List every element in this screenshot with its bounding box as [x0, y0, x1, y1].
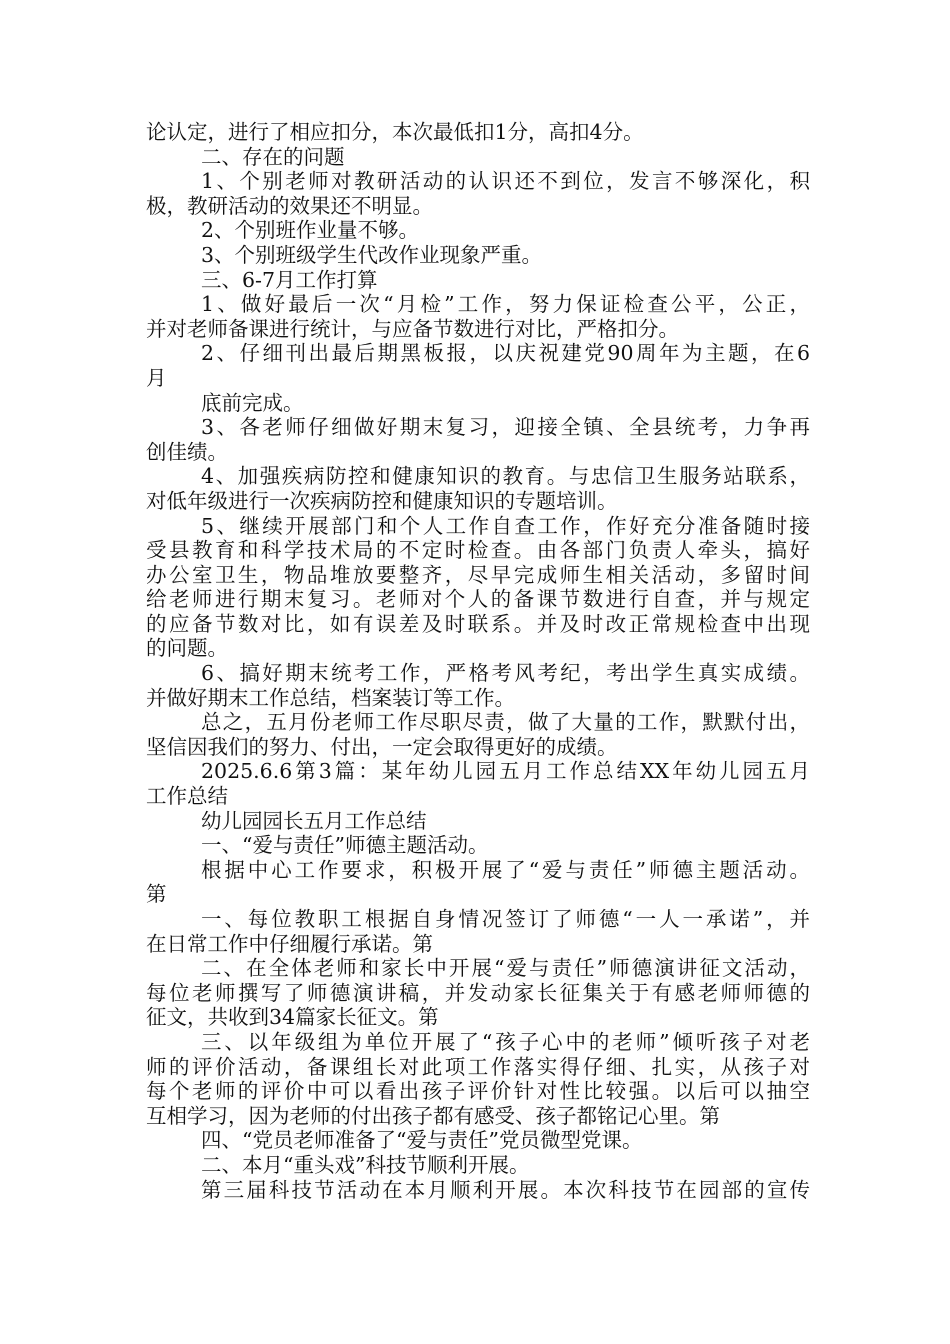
text-line: 每个老师的评价中可以看出孩子评价针对性比较强。以后可以抽空 [146, 1079, 810, 1104]
text-line: 月 [146, 365, 167, 390]
text-line: 3、各老师仔细做好期末复习，迎接全镇、全县统考，力争再 [201, 415, 810, 440]
text-line: 4、加强疾病防控和健康知识的教育。与忠信卫生服务站联系， [201, 464, 810, 489]
text-line: 工作总结 [146, 784, 228, 809]
text-line: 1、个别老师对教研活动的认识还不到位，发言不够深化，积 [201, 169, 810, 194]
text-line: 二、存在的问题 [201, 144, 345, 169]
text-line: 并对老师备课进行统计，与应备节数进行对比，严格扣分。 [146, 316, 679, 341]
text-line: 对低年级进行一次疾病防控和健康知识的专题培训。 [146, 488, 618, 513]
text-line: 3、个别班级学生代改作业现象严重。 [201, 242, 543, 267]
text-line: 一、每位教职工根据自身情况签订了师德“一人一承诺”，并 [201, 907, 810, 931]
text-line: 6、搞好期末统考工作，严格考风考纪，考出学生真实成绩。 [201, 661, 810, 686]
text-line: 二、在全体老师和家长中开展“爱与责任”师德演讲征文活动， [201, 956, 810, 981]
text-line: 幼儿园园长五月工作总结 [201, 808, 427, 833]
text-line: 1、做好最后一次“月检”工作，努力保证检查公平，公正， [201, 292, 810, 317]
document-body [146, 120, 810, 1202]
text-line: 的问题。 [146, 636, 228, 661]
text-line: 每位老师撰写了师德演讲稿，并发动家长征集关于有感老师师德的 [146, 980, 810, 1005]
text-line: 四、“党员老师准备了“爱与责任”党员微型党课。 [201, 1128, 643, 1153]
text-line: 底前完成。 [201, 390, 304, 415]
text-line: 第 [146, 882, 167, 907]
text-line: 互相学习，因为老师的付出孩子都有感受、孩子都铭记心里。第 [146, 1103, 720, 1128]
text-line: 坚信因我们的努力、付出，一定会取得更好的成绩。 [146, 734, 618, 759]
text-line: 一、“爱与责任”师德主题活动。 [201, 833, 489, 858]
text-line: 给老师进行期末复习。老师对个人的备课节数进行自查，并与规定 [146, 587, 810, 612]
text-line: 征文，共收到34篇家长征文。第 [146, 1005, 439, 1030]
text-line: 创佳绩。 [146, 439, 228, 464]
text-line: 三、6-7月工作打算 [201, 267, 378, 292]
text-line: 2025.6.6第3篇：某年幼儿园五月工作总结XX年幼儿园五月 [201, 759, 810, 784]
text-line: 2、个别班作业量不够。 [201, 218, 420, 243]
text-line: 三、以年级组为单位开展了“孩子心中的老师”倾听孩子对老 [201, 1029, 810, 1054]
text-line: 二、本月“重头戏”科技节顺利开展。 [201, 1152, 530, 1177]
text-line: 总之，五月份老师工作尽职尽责，做了大量的工作，默默付出， [201, 710, 810, 735]
text-line: 2、仔细刊出最后期黑板报，以庆祝建党90周年为主题，在6 [201, 341, 810, 366]
text-line: 办公室卫生，物品堆放要整齐，尽早完成师生相关活动，多留时间 [146, 562, 810, 587]
text-line: 论认定，进行了相应扣分，本次最低扣1分，高扣4分。 [146, 120, 644, 144]
text-line: 在日常工作中仔细履行承诺。第 [146, 931, 433, 956]
text-line: 受县教育和科学技术局的不定时检查。由各部门负责人牵头，搞好 [146, 538, 810, 563]
text-line: 5、继续开展部门和个人工作自查工作，作好充分准备随时接 [201, 513, 810, 538]
text-line: 的应备节数对比，如有误差及时联系。并及时改正常规检查中出现 [146, 611, 810, 636]
text-line: 师的评价活动，备课组长对此项工作落实得仔细、扎实，从孩子对 [146, 1054, 810, 1079]
text-line: 根据中心工作要求，积极开展了“爱与责任”师德主题活动。 [201, 857, 810, 882]
text-line: 第三届科技节活动在本月顺利开展。本次科技节在园部的宣传 [201, 1177, 810, 1202]
text-line: 并做好期末工作总结，档案装订等工作。 [146, 685, 515, 710]
text-line: 极，教研活动的效果还不明显。 [146, 193, 433, 218]
